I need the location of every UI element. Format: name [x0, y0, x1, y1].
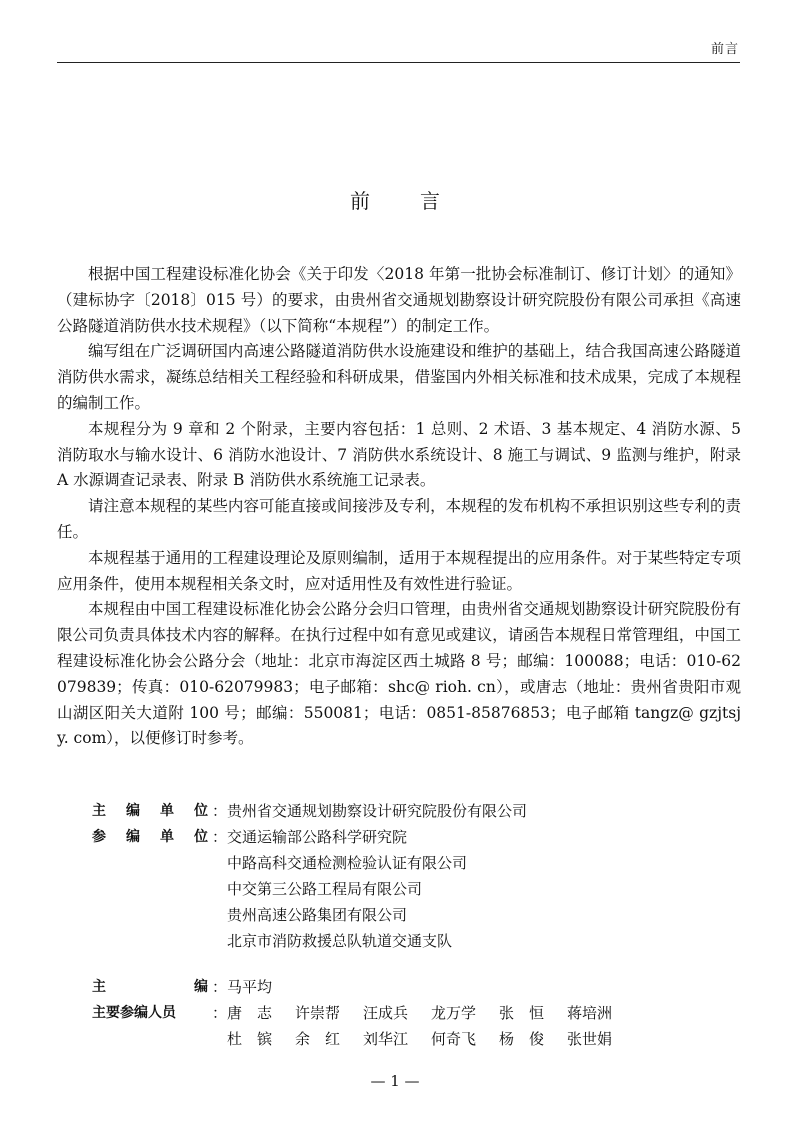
editor-name: 汪成兵 [363, 1004, 409, 1022]
participating-units-row [92, 824, 712, 954]
label-char: 主 [92, 979, 106, 995]
title-char-2: 言 [420, 189, 440, 213]
editor-name: 余 红 [295, 1030, 341, 1048]
editor-name: 龙万学 [431, 1004, 477, 1022]
paragraph-3: 本规程分为 9 章和 2 个附录，主要内容包括：1 总则、2 术语、3 基本规定、4 消防水源、5 消防取水与输水设计、6 消防水池设计、7 消防供水系统设计、8 施工与调试、9 监测与维护，附录 A 水源调查记录表、附录 B 消防供水系统施工记录表。 [57, 419, 741, 490]
label-char: 编 [194, 979, 208, 995]
colon: ： [212, 828, 228, 846]
label-char: 参 [92, 829, 106, 845]
participating-unit: 贵州高速公路集团有限公司 [227, 906, 408, 924]
chief-editor-row [92, 974, 712, 1000]
chief-unit-name: 贵州省交通规划勘察设计研究院股份有限公司 [227, 802, 528, 820]
editor-name: 许崇帮 [295, 1004, 341, 1022]
colon: ： [212, 802, 228, 820]
participating-unit: 交通运输部公路科学研究院 [227, 828, 408, 846]
chief-editor-label [92, 974, 212, 1000]
paragraph-2: 编写组在广泛调研国内高速公路隧道消防供水设施建设和维护的基础上，结合我国高速公路隧道消防供水需求，凝练总结相关工程经验和科研成果，借鉴国内外相关标准和技术成果，完成了本规程的编制工作。 [57, 342, 741, 412]
chief-unit-label [92, 798, 212, 824]
editor-name: 杜 镔 [227, 1030, 273, 1048]
preface-body [57, 262, 741, 752]
chief-unit-row [92, 798, 712, 824]
main-editors-label: 主要参编人员 [92, 1005, 176, 1021]
header-rule [57, 62, 740, 63]
label-char: 编 [126, 803, 140, 819]
paragraph-4: 请注意本规程的某些内容可能直接或间接涉及专利，本规程的发布机构不承担识别这些专利的责任。 [57, 497, 741, 541]
main-editors-list [212, 1000, 712, 1052]
running-head: 前言 [710, 42, 739, 57]
paragraph-5: 本规程基于通用的工程建设理论及原则编制，适用于本规程提出的应用条件。对于某些特定专项应用条件，使用本规程相关条文时，应对适用性及有效性进行验证。 [57, 548, 741, 593]
editor-name: 杨 俊 [499, 1030, 545, 1048]
participating-unit: 中交第三公路工程局有限公司 [227, 880, 423, 898]
paragraph-6: 本规程由中国工程建设标准化协会公路分会归口管理，由贵州省交通规划勘察设计研究院股份有限公司负责具体技术内容的解释。在执行过程中如有意见或建议，请函告本规程日常管理组，中国工程建设标准化协会公路分会（地址：北京市海淀区西土城路 8 号；邮编：100088；电话：010-62079839；传真：010-62079983；电子邮箱：shc@ rioh. cn），或唐志（地址：贵州省贵阳市观山湖区阳关大道附 100 号；邮编：550081；电话：0851-85876853；电子邮箱 tangz@ gzjtsjy. com），以便修订时参考。 [57, 600, 741, 748]
editor-name: 刘华江 [363, 1030, 409, 1048]
participating-units-list [212, 824, 712, 954]
label-char: 位 [194, 803, 208, 819]
label-char: 编 [126, 829, 140, 845]
chief-editor-value [212, 974, 712, 1000]
colon: ： [212, 978, 228, 996]
participating-unit: 北京市消防救援总队轨道交通支队 [227, 932, 453, 950]
editor-name: 何奇飞 [431, 1030, 477, 1048]
editor-name: 蒋培洲 [567, 1004, 613, 1022]
participating-unit: 中路高科交通检测检验认证有限公司 [227, 854, 468, 872]
colon: ： [212, 1004, 228, 1022]
label-char: 主 [92, 803, 106, 819]
paragraph-1: 根据中国工程建设标准化协会《关于印发〈2018 年第一批协会标准制订、修订计划〉的通知》（建标协字〔2018〕015 号）的要求，由贵州省交通规划勘察设计研究院股份有限公司承担《高速公路隧道消防供水技术规程》（以下简称“本规程”）的制定工作。 [57, 265, 741, 335]
label-char: 单 [160, 829, 174, 845]
label-char: 单 [160, 803, 174, 819]
page-number: — 1 — [370, 1072, 420, 1090]
editor-name: 张 恒 [499, 1004, 545, 1022]
title-char-1: 前 [350, 189, 370, 213]
chief-editor-name: 马平均 [227, 978, 273, 996]
credits-block [92, 798, 712, 1052]
editor-name: 唐 志 [227, 1004, 273, 1022]
main-editors-row [92, 1000, 712, 1052]
participating-units-label [92, 824, 212, 954]
label-char: 位 [194, 829, 208, 845]
editor-name: 张世娟 [567, 1030, 613, 1048]
chief-unit-value [212, 798, 712, 824]
page-title [0, 185, 790, 214]
